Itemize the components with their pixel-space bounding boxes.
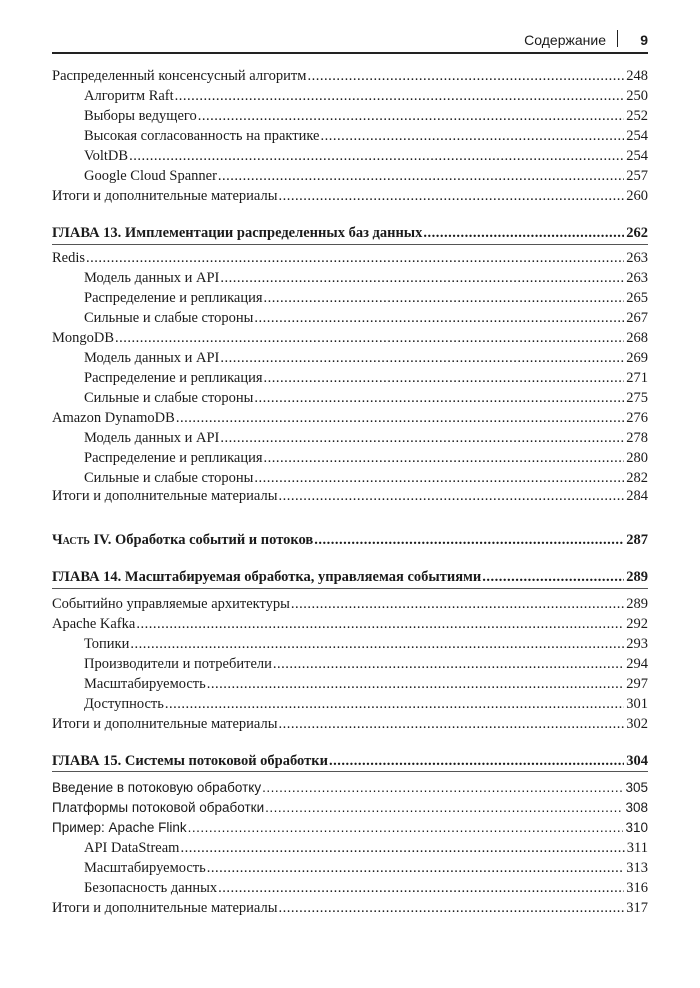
toc-entry[interactable] <box>84 448 648 468</box>
dot-leader <box>320 126 624 146</box>
toc-entry[interactable] <box>52 248 648 268</box>
dot-leader <box>254 308 624 328</box>
toc-entry[interactable] <box>84 166 648 186</box>
dot-leader <box>130 634 624 654</box>
entry-title: Безопасность данных <box>84 880 218 896</box>
toc-entry[interactable] <box>84 388 648 408</box>
page-number: 297 <box>626 676 648 692</box>
entry-title: Redis <box>52 250 86 266</box>
toc-entry[interactable] <box>52 818 648 838</box>
entry-title: Итоги и дополнительные материалы <box>52 716 278 732</box>
page-number: 268 <box>626 330 648 346</box>
dot-leader <box>278 486 624 506</box>
entry-title: Модель данных и API <box>84 430 220 446</box>
page-number: 301 <box>626 696 648 712</box>
toc-entry[interactable] <box>84 838 648 858</box>
entry-title: Сильные и слабые стороны <box>84 310 254 326</box>
toc-entry[interactable] <box>84 146 648 166</box>
page-number: 260 <box>626 188 648 204</box>
toc-entry[interactable] <box>84 858 648 878</box>
dot-leader <box>254 468 624 488</box>
page-number: 263 <box>626 250 648 266</box>
dot-leader <box>218 878 624 898</box>
entry-title: Итоги и дополнительные материалы <box>52 900 278 916</box>
page-number: 269 <box>626 350 648 366</box>
dot-leader <box>278 186 624 206</box>
section-divider <box>52 771 648 772</box>
toc-entry[interactable] <box>52 486 648 506</box>
toc-chapter[interactable] <box>52 223 648 243</box>
dot-leader <box>423 223 624 243</box>
entry-title: Amazon DynamoDB <box>52 410 175 426</box>
entry-title: Топики <box>84 636 130 652</box>
dot-leader <box>115 328 624 348</box>
toc-chapter[interactable] <box>52 567 648 587</box>
dot-leader <box>262 778 623 798</box>
dot-leader <box>264 448 625 468</box>
entry-title: Google Cloud Spanner <box>84 168 217 184</box>
dot-leader <box>254 388 624 408</box>
page-number: 254 <box>626 128 648 144</box>
dot-leader <box>307 66 624 86</box>
dot-leader <box>264 368 625 388</box>
page-number: 275 <box>626 390 648 406</box>
page-number: 263 <box>626 270 648 286</box>
toc-entry[interactable] <box>84 106 648 126</box>
page-number: 265 <box>626 290 648 306</box>
header-rule <box>52 52 648 54</box>
page-number: 252 <box>626 108 648 124</box>
dot-leader <box>175 86 625 106</box>
dot-leader <box>180 838 624 858</box>
entry-title: Распределение и репликация <box>84 450 263 466</box>
section-divider <box>52 588 648 589</box>
toc-entry[interactable] <box>52 328 648 348</box>
page-number: 292 <box>626 616 648 632</box>
toc-entry[interactable] <box>52 714 648 734</box>
dot-leader <box>129 146 624 166</box>
entry-title: Apache Kafka <box>52 616 136 632</box>
dot-leader <box>278 714 624 734</box>
toc-entry[interactable] <box>52 778 648 798</box>
page-number: 254 <box>626 148 648 164</box>
page-number: 257 <box>626 168 648 184</box>
entry-title: Модель данных и API <box>84 350 220 366</box>
dot-leader <box>314 530 624 550</box>
toc-entry[interactable] <box>84 126 648 146</box>
dot-leader <box>207 674 625 694</box>
page-number: 293 <box>626 636 648 652</box>
page-number: 276 <box>626 410 648 426</box>
page-number: 305 <box>625 780 648 795</box>
page-number: 311 <box>626 840 648 856</box>
page-number: 289 <box>626 596 648 612</box>
entry-title: Распределение и репликация <box>84 290 263 306</box>
toc-entry[interactable] <box>84 654 648 674</box>
entry-title: MongoDB <box>52 330 115 346</box>
dot-leader <box>264 288 625 308</box>
toc-entry[interactable] <box>84 634 648 654</box>
page-number: 284 <box>626 488 648 504</box>
entry-title: Событийно управляемые архитектуры <box>52 596 290 612</box>
dot-leader <box>176 408 624 428</box>
entry-title: Масштабируемость <box>84 676 206 692</box>
page-number: 282 <box>626 470 648 486</box>
page-number: 302 <box>626 716 648 732</box>
toc-entry[interactable] <box>52 614 648 634</box>
entry-title: ГЛАВА 15. Системы потоковой обработки <box>52 753 328 769</box>
toc-entry[interactable] <box>52 408 648 428</box>
entry-title: Платформы потоковой обработки <box>52 800 265 815</box>
entry-title: Сильные и слабые стороны <box>84 470 254 486</box>
part-title: IV. Обработка событий и потоков <box>89 532 314 548</box>
entry-title: Пример: Apache Flink <box>52 820 187 835</box>
toc-entry[interactable] <box>84 428 648 448</box>
page-number: 262 <box>626 225 648 241</box>
entry-title: Модель данных и API <box>84 270 220 286</box>
entry-title: Распределение и репликация <box>84 370 263 386</box>
entry-title: Распределенный консенсусный алгоритм <box>52 68 307 84</box>
dot-leader <box>136 614 624 634</box>
dot-leader <box>165 694 624 714</box>
page-number: 304 <box>626 753 648 769</box>
dot-leader <box>291 594 624 614</box>
dot-leader <box>218 166 624 186</box>
header-separator <box>617 30 619 47</box>
toc-entry[interactable] <box>84 288 648 308</box>
toc-entry[interactable] <box>84 308 648 328</box>
dot-leader <box>86 248 624 268</box>
page-number: 278 <box>626 430 648 446</box>
entry-title: ГЛАВА 13. Имплементации распределенных баз данных <box>52 225 423 241</box>
page-number: 317 <box>626 900 648 916</box>
entry-title: Алгоритм Raft <box>84 88 174 104</box>
page-number: 280 <box>626 450 648 466</box>
running-header <box>52 30 648 50</box>
entry-title: VoltDB <box>84 148 129 164</box>
dot-leader <box>329 751 624 771</box>
toc-entry[interactable] <box>52 186 648 206</box>
entry-title: Сильные и слабые стороны <box>84 390 254 406</box>
header-page-number: 9 <box>640 32 648 48</box>
dot-leader <box>198 106 625 126</box>
dot-leader <box>273 654 624 674</box>
entry-title: Масштабируемость <box>84 860 206 876</box>
page-number: 310 <box>625 820 648 835</box>
dot-leader <box>207 858 625 878</box>
section-divider <box>52 244 648 245</box>
toc-entry[interactable] <box>84 674 648 694</box>
page-number: 313 <box>626 860 648 876</box>
toc-entry[interactable] <box>52 66 648 86</box>
entry-title <box>52 530 313 550</box>
toc-part[interactable] <box>52 530 648 550</box>
toc-entry[interactable] <box>52 594 648 614</box>
page-number: 250 <box>626 88 648 104</box>
toc-entry[interactable] <box>84 86 648 106</box>
toc-entry[interactable] <box>84 368 648 388</box>
dot-leader <box>278 898 624 918</box>
toc-entry[interactable] <box>52 898 648 918</box>
toc-entry[interactable] <box>52 798 648 818</box>
page-number: 308 <box>625 800 648 815</box>
entry-title: Доступность <box>84 696 164 712</box>
toc-entry[interactable] <box>84 348 648 368</box>
entry-title: API DataStream <box>84 840 180 856</box>
toc-entry[interactable] <box>84 268 648 288</box>
toc-entry[interactable] <box>84 468 648 488</box>
toc-chapter[interactable] <box>52 751 648 771</box>
dot-leader <box>265 798 623 818</box>
page-number: 289 <box>626 569 648 585</box>
part-label: Часть <box>52 532 90 548</box>
entry-title: Производители и потребители <box>84 656 272 672</box>
page-number: 267 <box>626 310 648 326</box>
entry-title: ГЛАВА 14. Масштабируемая обработка, управляемая событиями <box>52 569 482 585</box>
entry-title: Введение в потоковую обработку <box>52 780 262 795</box>
entry-title: Высокая согласованность на практике <box>84 128 320 144</box>
entry-title: Итоги и дополнительные материалы <box>52 188 278 204</box>
dot-leader <box>220 428 624 448</box>
page-number: 271 <box>626 370 648 386</box>
entry-title: Выборы ведущего <box>84 108 197 124</box>
page-number: 316 <box>626 880 648 896</box>
dot-leader <box>482 567 624 587</box>
entry-title: Итоги и дополнительные материалы <box>52 488 278 504</box>
dot-leader <box>220 268 624 288</box>
page-number: 248 <box>626 68 648 84</box>
dot-leader <box>188 818 624 838</box>
toc-entry[interactable] <box>84 878 648 898</box>
header-title: Содержание <box>524 32 606 48</box>
page-number: 294 <box>626 656 648 672</box>
dot-leader <box>220 348 624 368</box>
page-number: 287 <box>626 532 648 548</box>
toc-entry[interactable] <box>84 694 648 714</box>
